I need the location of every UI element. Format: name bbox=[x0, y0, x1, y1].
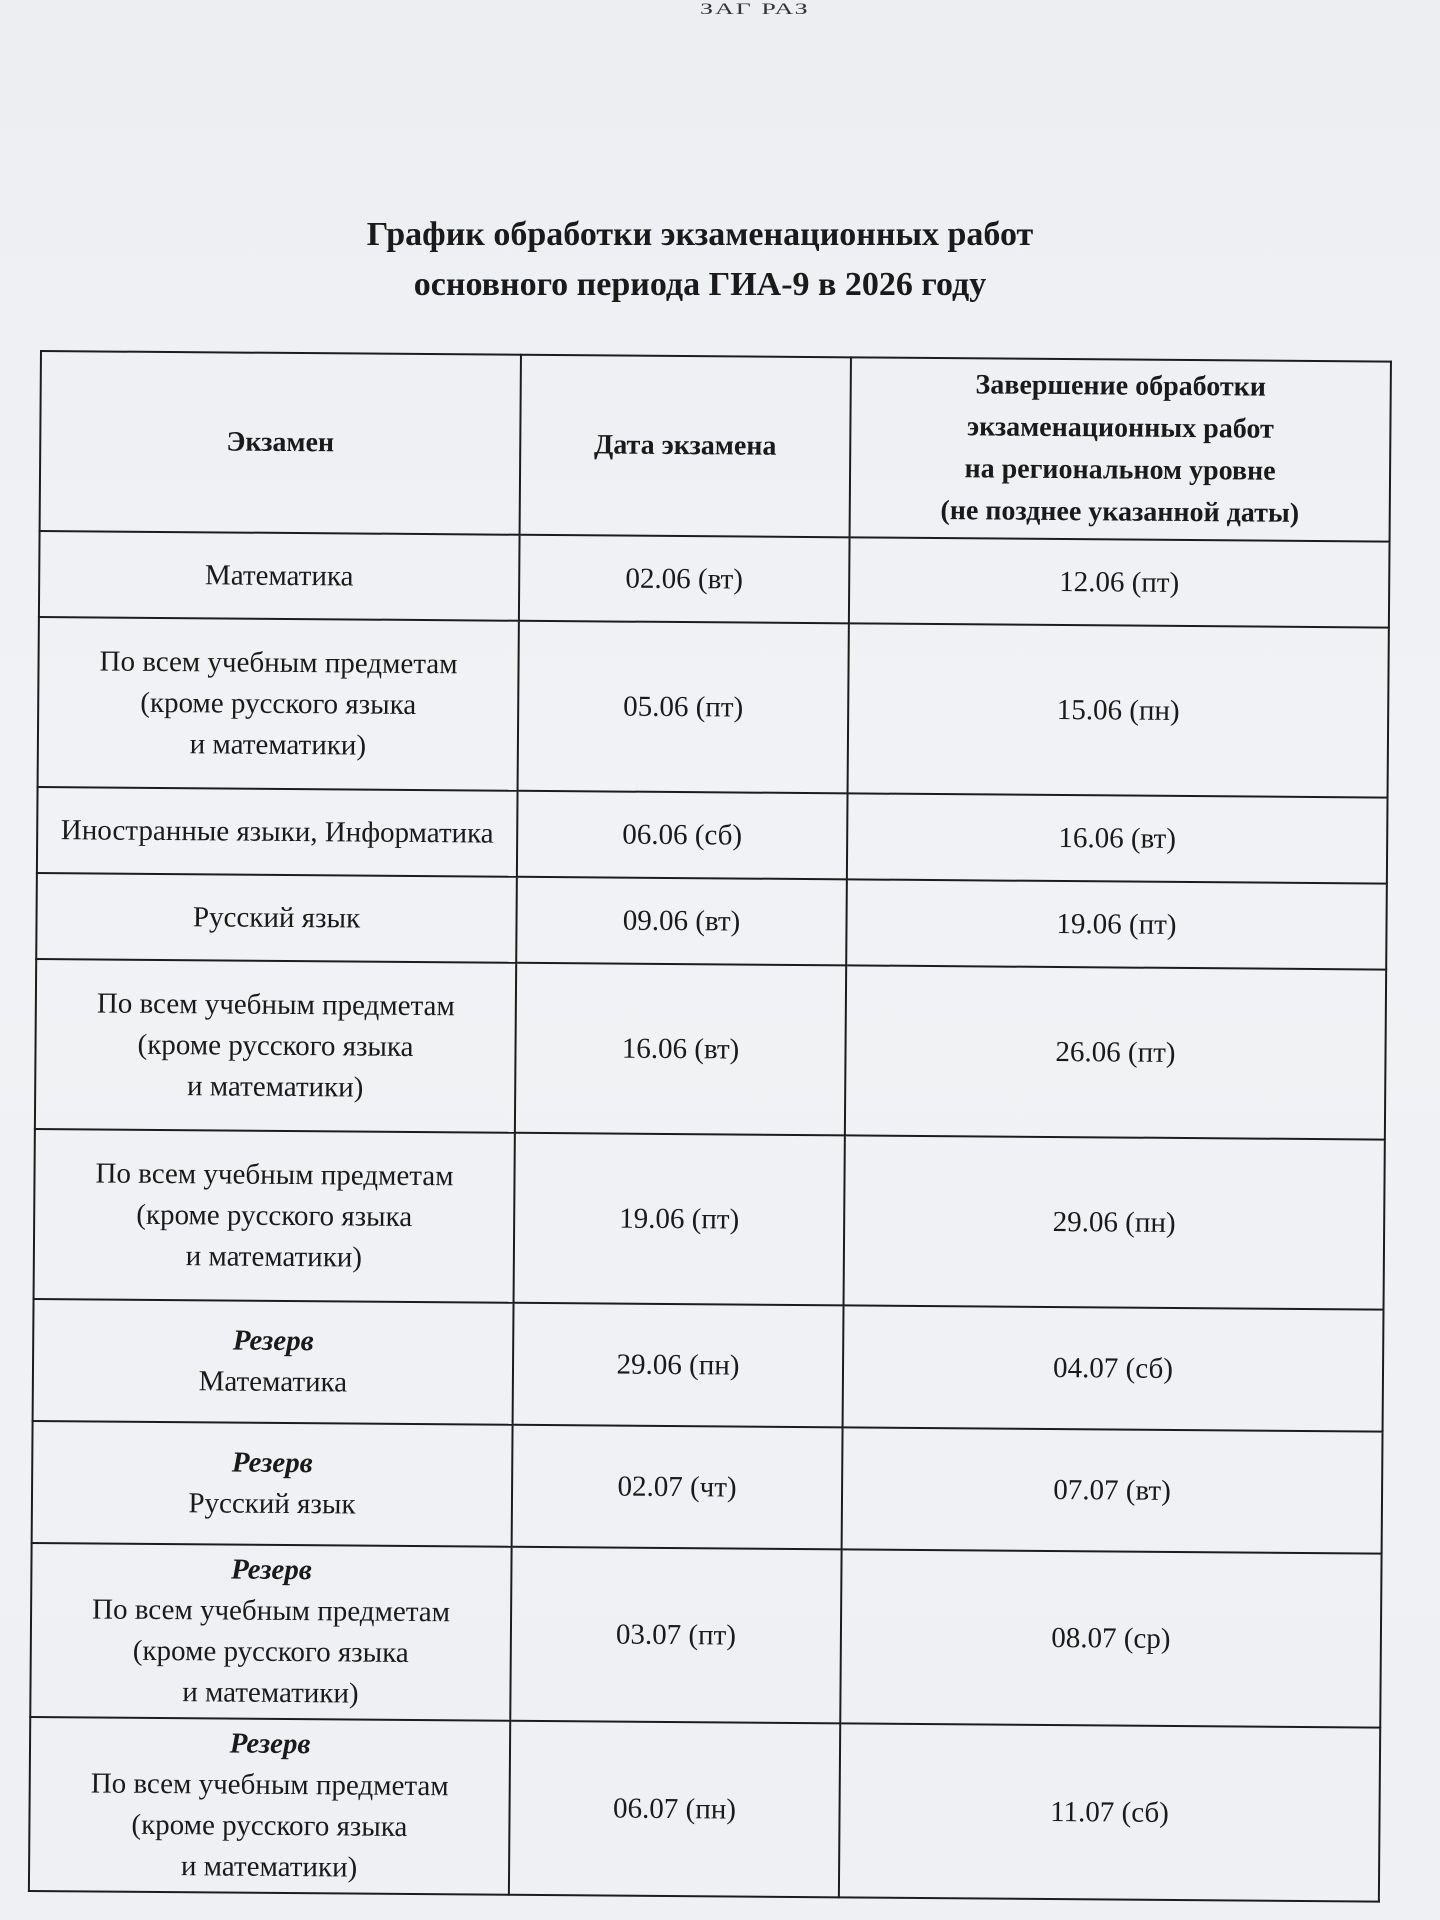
exam-name: и математики) bbox=[189, 727, 367, 762]
date-cell: 09.06 (вт) bbox=[516, 877, 847, 966]
exam-name: (кроме русского языка bbox=[136, 1198, 413, 1233]
exam-cell bbox=[37, 787, 518, 877]
exam-cell bbox=[33, 1299, 514, 1425]
header-deadline-line: экзаменационных работ bbox=[966, 411, 1274, 445]
deadline-cell: 16.06 (вт) bbox=[847, 793, 1388, 883]
schedule-table bbox=[28, 350, 1392, 1903]
reserve-label: Резерв bbox=[230, 1553, 312, 1587]
date-cell: 03.07 (пт) bbox=[510, 1547, 841, 1724]
date-cell: 02.07 (чт) bbox=[512, 1425, 843, 1550]
exam-cell bbox=[29, 1717, 510, 1895]
deadline-cell: 29.06 (пн) bbox=[844, 1135, 1385, 1309]
table-row bbox=[29, 1717, 1380, 1902]
exam-cell bbox=[35, 959, 516, 1133]
exam-name: По всем учебным предметам bbox=[95, 1156, 454, 1192]
handwritten-scribble: ЗАГ РАЗ bbox=[700, 0, 810, 18]
date-cell: 06.06 (сб) bbox=[517, 791, 848, 880]
deadline-cell: 15.06 (пн) bbox=[848, 623, 1389, 797]
date-cell: 29.06 (пн) bbox=[513, 1303, 844, 1428]
document-title bbox=[200, 210, 1200, 310]
exam-name: Математика bbox=[198, 1365, 348, 1399]
reserve-label: Резерв bbox=[229, 1727, 311, 1761]
exam-name: (кроме русского языка bbox=[140, 686, 417, 721]
deadline-cell: 07.07 (вт) bbox=[842, 1427, 1383, 1553]
table-header-row bbox=[40, 351, 1391, 542]
deadline-cell: 26.06 (пт) bbox=[845, 965, 1386, 1139]
exam-name: По всем учебным предметам bbox=[90, 1767, 449, 1803]
table-row bbox=[35, 959, 1386, 1140]
exam-name: По всем учебным предметам bbox=[99, 644, 458, 680]
table-row bbox=[30, 1543, 1381, 1728]
table-row bbox=[37, 787, 1388, 884]
header-deadline-line: на региональном уровне bbox=[964, 453, 1276, 487]
exam-name: (кроме русского языка bbox=[132, 1634, 409, 1669]
reserve-label: Резерв bbox=[231, 1446, 313, 1480]
exam-name: и математики) bbox=[185, 1239, 363, 1274]
exam-cell bbox=[36, 873, 517, 963]
exam-cell bbox=[30, 1543, 511, 1721]
exam-cell bbox=[38, 617, 519, 791]
exam-name: и математики) bbox=[180, 1850, 358, 1884]
exam-name: Иностранные языки, Информатика bbox=[60, 813, 494, 850]
date-cell: 02.06 (вт) bbox=[519, 535, 850, 624]
exam-name: Русский язык bbox=[188, 1487, 356, 1521]
exam-name: и математики) bbox=[182, 1676, 359, 1710]
table-row bbox=[33, 1299, 1384, 1432]
exam-name: (кроме русского языка bbox=[131, 1808, 408, 1843]
table-row bbox=[34, 1129, 1385, 1310]
exam-cell bbox=[32, 1421, 513, 1547]
exam-name: Математика bbox=[204, 558, 354, 592]
header-exam: Экзамен bbox=[40, 351, 521, 535]
title-line-2: основного периода ГИА-9 в 2026 году bbox=[413, 266, 987, 303]
exam-cell bbox=[34, 1129, 515, 1303]
table-row bbox=[38, 617, 1389, 798]
header-deadline-line: (не позднее указанной даты) bbox=[940, 495, 1300, 529]
table-row bbox=[39, 531, 1390, 628]
deadline-cell: 11.07 (сб) bbox=[839, 1723, 1380, 1901]
exam-name: По всем учебным предметам bbox=[96, 986, 455, 1022]
header-date: Дата экзамена bbox=[520, 355, 851, 538]
exam-name: По всем учебным предметам bbox=[91, 1593, 451, 1629]
deadline-cell: 12.06 (пт) bbox=[849, 537, 1390, 627]
date-cell: 16.06 (вт) bbox=[515, 963, 846, 1136]
exam-cell bbox=[39, 531, 520, 621]
exam-name: Русский язык bbox=[192, 900, 361, 935]
exam-name: (кроме русского языка bbox=[137, 1028, 414, 1063]
deadline-cell: 19.06 (пт) bbox=[846, 879, 1387, 969]
deadline-cell: 04.07 (сб) bbox=[843, 1305, 1384, 1431]
title-line-1: График обработки экзаменационных работ bbox=[366, 216, 1034, 253]
deadline-cell: 08.07 (ср) bbox=[840, 1549, 1381, 1727]
header-deadline bbox=[850, 357, 1391, 541]
exam-name: и математики) bbox=[186, 1069, 364, 1104]
table-row bbox=[32, 1421, 1383, 1554]
date-cell: 06.07 (пн) bbox=[509, 1721, 840, 1898]
date-cell: 19.06 (пт) bbox=[514, 1133, 845, 1306]
date-cell: 05.06 (пт) bbox=[518, 621, 849, 794]
reserve-label: Резерв bbox=[232, 1324, 314, 1358]
table-row bbox=[36, 873, 1387, 970]
header-deadline-line: Завершение обработки bbox=[975, 369, 1267, 403]
